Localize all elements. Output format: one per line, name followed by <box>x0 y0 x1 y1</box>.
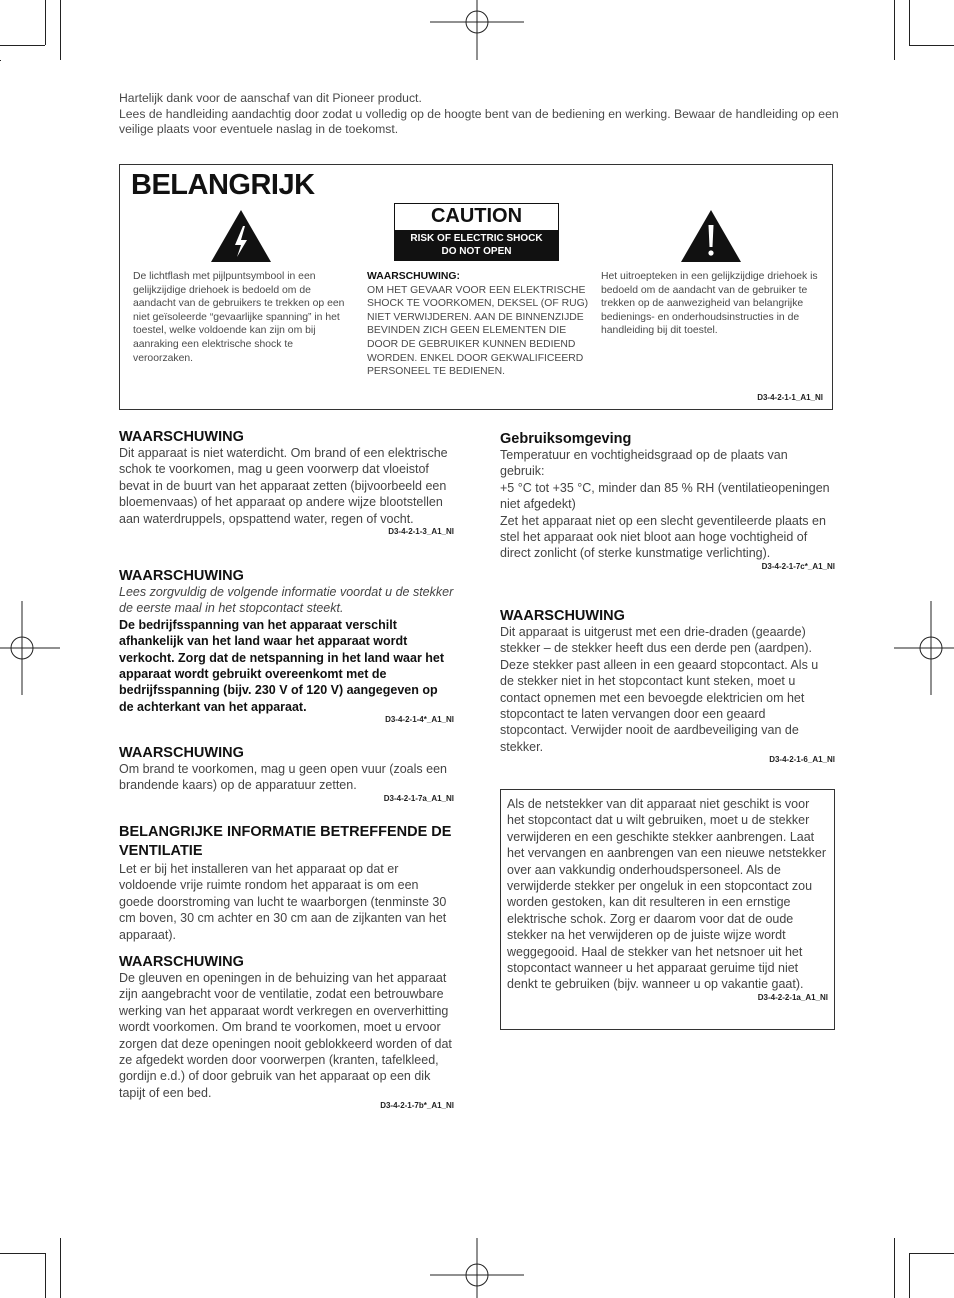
caution-line-1: RISK OF ELECTRIC SHOCK <box>410 233 543 244</box>
caution-explanation-heading: WAARSCHUWING: <box>367 271 460 282</box>
caution-word: CAUTION <box>430 205 523 227</box>
section-heading: WAARSCHUWING <box>500 608 625 624</box>
section-heading: WAARSCHUWING <box>119 745 244 761</box>
plug-replacement-box <box>500 789 835 1030</box>
section-heading: WAARSCHUWING <box>119 954 244 970</box>
section-heading: BELANGRIJKE INFORMATIE BETREFFENDE DE VENTILATIE <box>119 824 452 859</box>
lightning-warning-icon <box>210 209 272 263</box>
section-code: D3-4-2-1-3_A1_Nl <box>388 527 454 537</box>
section-text-1: Temperatuur en vochtigheidsgraad op de plaats van gebruik: <box>500 448 788 479</box>
important-title: BELANGRIJK <box>131 169 315 201</box>
lightning-explanation: De lichtflash met pijlpuntsymbool in een gelijkzijdige driehoek is bedoeld om de aandacht van de gebruikers te trekken op een niet geïsoleerde “gevaarlijke spanning” in het toestel, welke voldoende kan zijn om bij aanraking een elektrische shock te veroorzaken. <box>133 271 345 364</box>
section-waterproof-warning <box>119 429 454 536</box>
caution-line-2: DO NOT OPEN <box>441 246 512 257</box>
section-text: De gleuven en openingen in de behuizing van het apparaat zijn aangebracht voor de ventilatie, zodat een betrouwbare werking van het apparaat wordt verkregen en oververhitting wordt voorkomen. Om brand te voorkomen, moet u ervoor zorgen dat deze openingen nooit geblokkeerd worden of dat ze afgedekt worden door voorwerpen (kranten, tafelkleed, gordijn e.d.) of door gebruik van het apparaat op een dik tapijt of een bed. <box>119 971 452 1100</box>
section-ventilation-info <box>119 823 454 943</box>
plug-replacement-code: D3-4-2-2-1a_A1_Nl <box>757 992 828 1002</box>
caution-sub <box>395 230 558 260</box>
section-voltage-warning <box>119 568 454 724</box>
section-text-3: Zet het apparaat niet op een slecht geventileerde plaats en stel het apparaat ook niet bloot aan hoge vochtigheid of direct zonlicht (of sterke kunstmatige verlichting). <box>500 513 826 561</box>
section-text: Let er bij het installeren van het apparaat op dat er voldoende vrije ruimte rondom het apparaat is om een goede doorstroming van lucht te waarborgen (tenminste 30 cm boven, 30 cm achter en 30 cm aan de zijkanten van het apparaat). <box>119 862 447 942</box>
section-code: D3-4-2-1-7c*_A1_Nl <box>761 561 835 571</box>
plug-replacement-text: Als de netstekker van dit apparaat niet geschikt is voor het stopcontact dat u wilt gebruiken, moet u de stekker verwijderen en een geschikte stekker aanbrengen. Laat het vervangen en aanbrengen van een nieuwe netstekker over aan vakkundig onderhoudspersoneel. Als de verwijderde stekker per ongeluk in een stopcontact zou worden gestoken, kan dit resulteren in een ernstige elektrische schok. Zorg er daarom voor dat de oude stekker na het verwijderen op de juiste wijze wordt weggegooid. Haal de stekker van het netsnoer uit het stopcontact wanneer u het apparaat geruime tijd niet denkt te gebruiken (bijv. wanneer u op vakantie gaat). <box>507 797 826 992</box>
section-text: Om brand te voorkomen, mag u geen open vuur (zoals een brandende kaars) op de apparatuur zetten. <box>119 762 447 793</box>
section-grounded-plug-warning <box>500 608 835 764</box>
section-fire-warning <box>119 745 454 803</box>
section-italic-text: Lees zorgvuldig de volgende informatie voordat u de stekker de eerste maal in het stopcontact steekt. <box>119 585 454 616</box>
exclamation-warning-icon <box>680 209 742 263</box>
section-bold-text: De bedrijfsspanning van het apparaat verschilt afhankelijk van het land waar het apparaat wordt verkocht. Zorg dat de netspanning in het land waar het apparaat wordt gebruikt overeenkomt met de bedrijfsspanning (bijv. 230 V of 120 V) aangegeven op de achterkant van het apparaat. <box>119 617 445 714</box>
section-text-2: +5 °C tot +35 °C, minder dan 85 % RH (ventilatieopeningen niet afgedekt) <box>500 480 830 512</box>
section-openings-warning <box>119 954 454 1110</box>
exclamation-explanation: Het uitroepteken in een gelijkzijdige driehoek is bedoeld om de aandacht van de gebruiker te trekken op de aanwezigheid van belangrijke bedienings- en onderhoudsinstructies in de handleiding bij dit toestel. <box>601 271 818 337</box>
intro-line-1: Hartelijk dank voor de aanschaf van dit Pioneer product. <box>119 91 422 105</box>
section-code: D3-4-2-1-7b*_A1_Nl <box>380 1101 454 1111</box>
section-text: Dit apparaat is uitgerust met een drie-draden (geaarde) stekker – de stekker heeft dus een derde pen (aardpen). Deze stekker past alleen in een geaard stopcontact. Als u de stekker niet in het stopcontact kunt steken, moet u contact opnemen met een bevoegde elektricien om het stopcontact te laten vervangen door een geaard stopcontact. Verwijder nooit de aardbeveiliging van de stekker. <box>500 625 819 754</box>
important-box <box>119 164 833 410</box>
caution-explanation-text: OM HET GEVAAR VOOR EEN ELEKTRISCHE SHOCK TE VOORKOMEN, DEKSEL (OF RUG) NIET VERWIJDEREN. AAN DE BINNENZIJDE BEVINDEN ZICH GEEN ELEMENTEN DIE DOOR DE GEBRUIKER KUNNEN BEDIEND WORDEN. ENKEL DOOR GEKWALIFICEERD PERSONEEL TE BEDIENEN. <box>367 284 589 378</box>
intro-line-2: Lees de handleiding aandachtig door zodat u volledig op de hoogte bent van de bediening en werking. Bewaar de handleiding op een veilige plaats voor eventuele naslag in de toekomst. <box>119 106 839 136</box>
section-code: D3-4-2-1-7a_A1_Nl <box>383 793 454 803</box>
important-code: D3-4-2-1-1_A1_Nl <box>757 393 823 402</box>
intro-text <box>119 91 839 138</box>
section-code: D3-4-2-1-4*_A1_Nl <box>385 715 454 725</box>
section-text: Dit apparaat is niet waterdicht. Om brand of een elektrische schok te voorkomen, mag u geen voorwerp dat vloeistof bevat in de buurt van het apparaat zetten (bijvoorbeeld een bloemenvaas) of het apparaat op andere wijze blootstellen aan waterdruppels, opspattend water, regen of vocht. <box>119 446 448 526</box>
section-heading: WAARSCHUWING <box>119 568 244 584</box>
section-heading: Gebruiksomgeving <box>500 431 632 447</box>
caution-label <box>394 203 559 261</box>
section-heading: WAARSCHUWING <box>119 429 244 445</box>
section-operating-environment <box>500 431 835 571</box>
section-code: D3-4-2-1-6_A1_Nl <box>769 755 835 765</box>
caution-explanation <box>367 270 589 379</box>
